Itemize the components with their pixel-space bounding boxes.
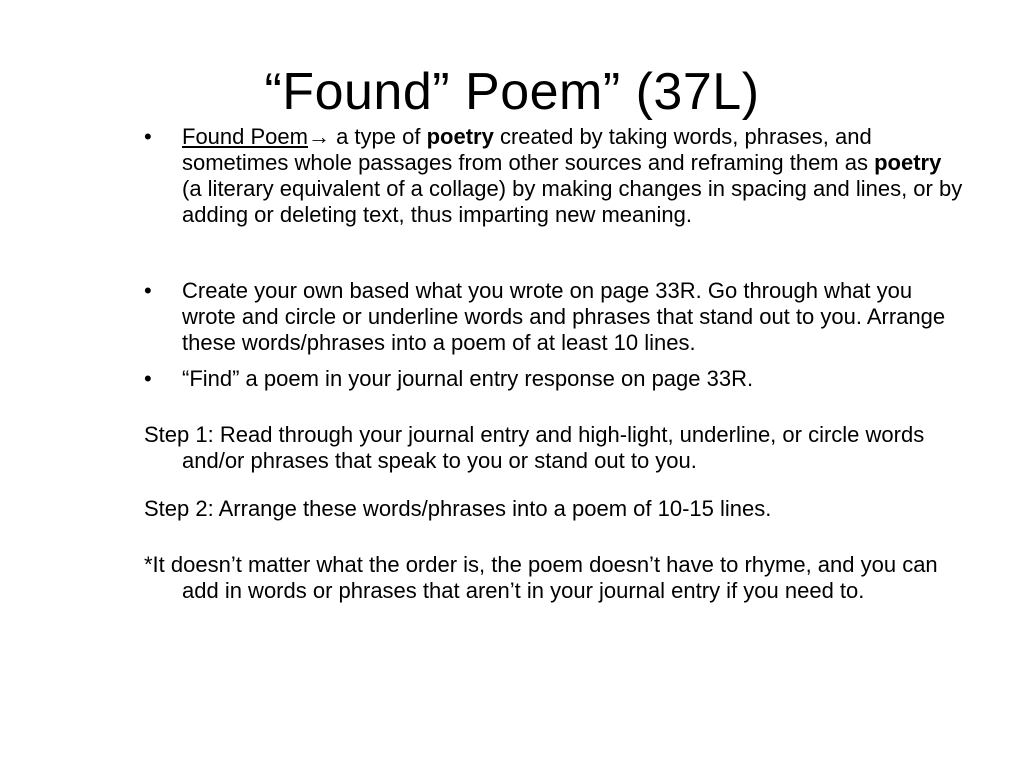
- bullet-text: Create your own based what you wrote on page 33R. Go through what you wrote and circle or underline words and phrases that stand out to you. Arrange these words/phrases into a poem of at least 10 lines.: [182, 278, 946, 355]
- bullet-text: “Find” a poem in your journal entry response on page 33R.: [182, 366, 754, 391]
- definition-text-a: a type of: [329, 124, 427, 149]
- definition-bold-b: poetry: [874, 150, 942, 175]
- bullet-item-definition: [144, 124, 964, 228]
- arrow-right-icon: →: [307, 124, 330, 149]
- bullet-item-find: [144, 366, 964, 392]
- step-1-text: Step 1: Read through your journal entry and high-light, underline, or circle words and/or phrases that speak to you or stand out to you.: [144, 422, 925, 473]
- definition-text-b: created by taking words, phrases, and sometimes whole passages from other sources and reframing them as: [182, 124, 875, 175]
- found-poem-term: Found Poem: [182, 124, 308, 149]
- bullet-dot-icon: •: [144, 366, 152, 391]
- bullet-dot-icon: •: [144, 124, 152, 149]
- bullet-dot-icon: •: [144, 278, 152, 303]
- slide-title: “Found” Poem” (37L): [264, 63, 760, 121]
- definition-text-c: (a literary equivalent of a collage) by making changes in spacing and lines, or by adding or deleting text, thus imparting new meaning.: [182, 176, 963, 227]
- definition-bold-a: poetry: [426, 124, 494, 149]
- slide-content: [144, 124, 964, 604]
- bullet-item-create: [144, 278, 964, 356]
- step-2-text: Step 2: Arrange these words/phrases into a poem of 10-15 lines.: [144, 496, 772, 521]
- note-text: *It doesn’t matter what the order is, the poem doesn’t have to rhyme, and you can add in words or phrases that aren’t in your journal entry if you need to.: [144, 552, 938, 603]
